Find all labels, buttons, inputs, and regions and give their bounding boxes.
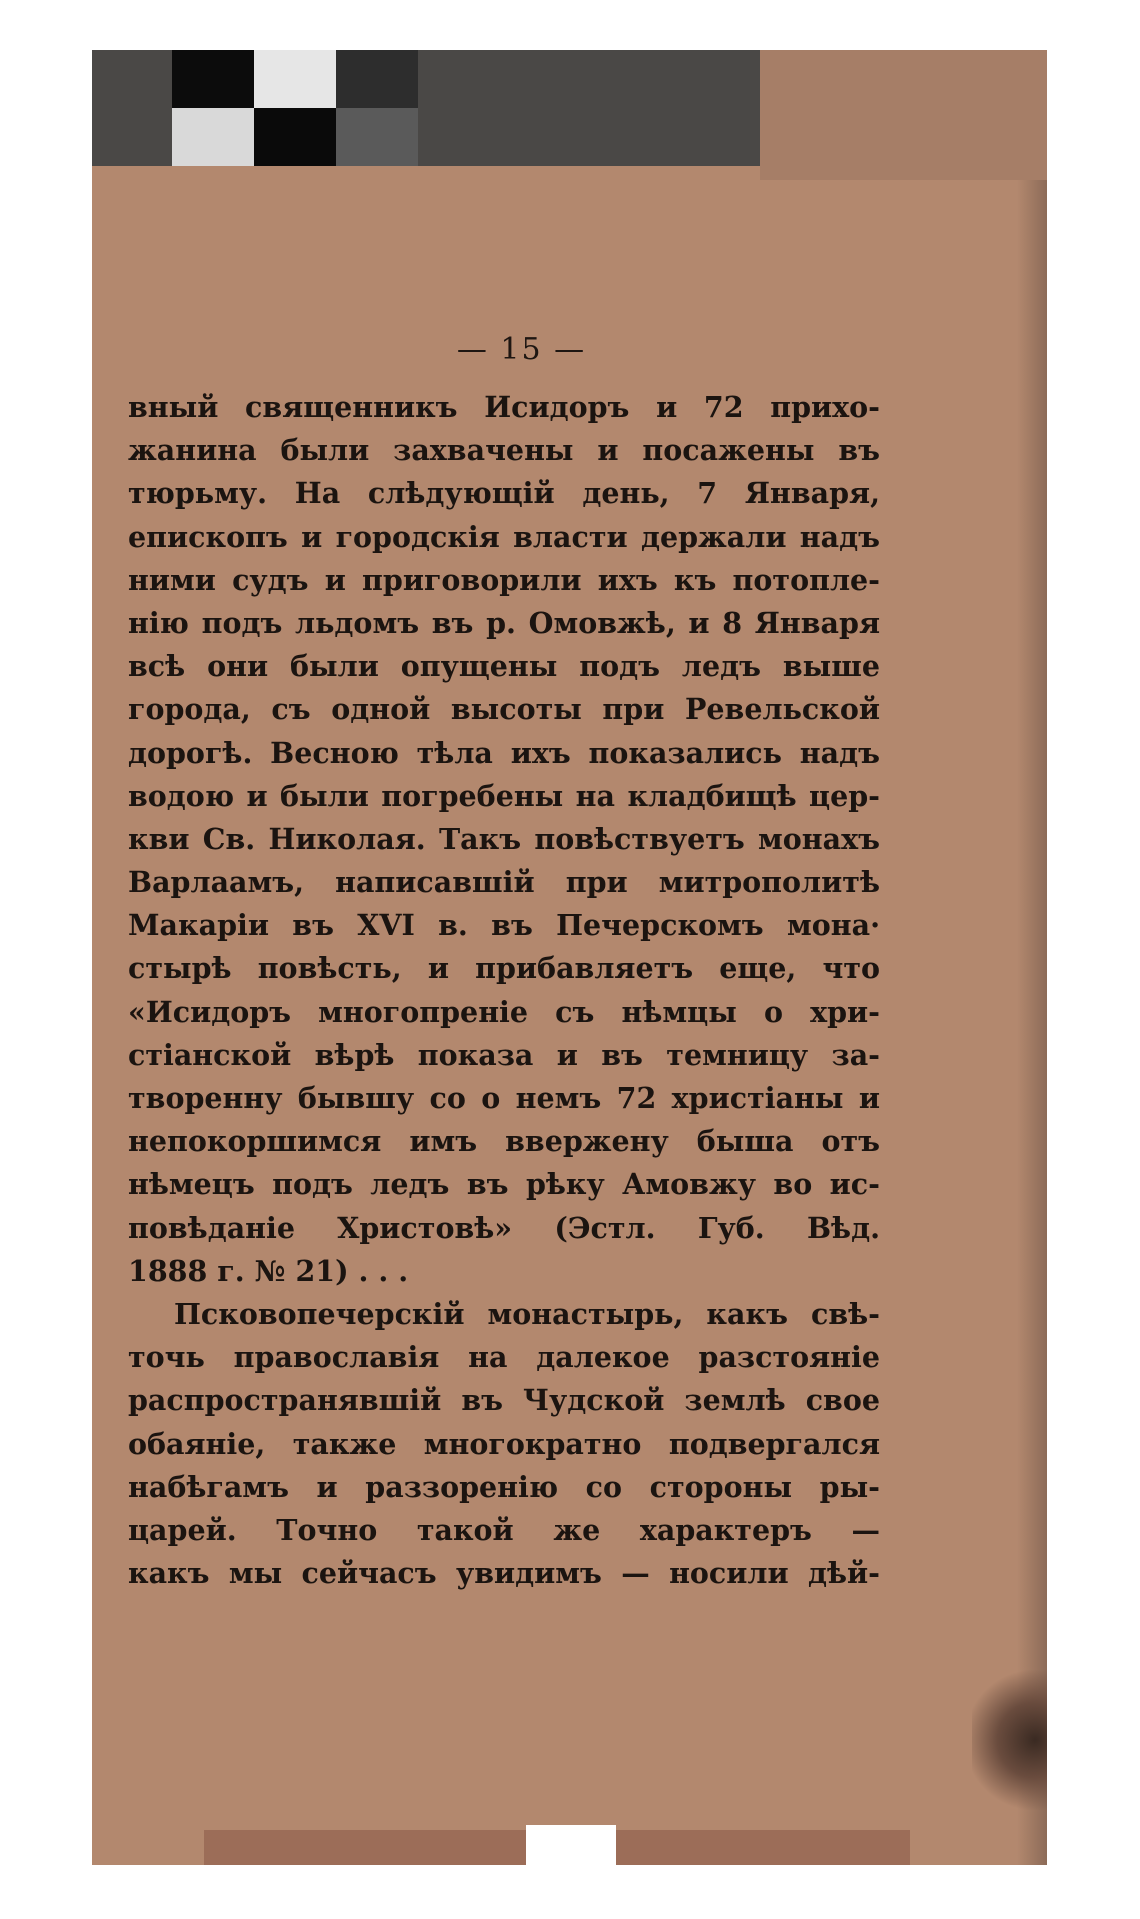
text-line: епископъ и городскія власти держали надъ bbox=[128, 519, 880, 554]
text-line: нѣмецъ подъ ледъ въ рѣку Амовжу во ис- bbox=[128, 1167, 880, 1202]
text-line: царей. Точно такой же характеръ — bbox=[128, 1512, 880, 1547]
text-line: 1888 г. № 21) . . . bbox=[128, 1253, 409, 1288]
text-line: нію подъ льдомъ въ р. Омовжѣ, и 8 Января bbox=[128, 605, 880, 640]
text-line: распространявшій въ Чудской землѣ свое bbox=[128, 1383, 880, 1418]
text-line: Макаріи въ XVI в. въ Печерскомъ мона· bbox=[128, 908, 880, 943]
text-line: стіанской вѣрѣ показа и въ темницу за- bbox=[128, 1037, 880, 1072]
color-target-square bbox=[254, 50, 336, 108]
page-right-edge bbox=[1017, 180, 1047, 1865]
text-line: вный священникъ Исидоръ и 72 прихо- bbox=[128, 390, 880, 424]
text-line: всѣ они были опущены подъ ледъ выше bbox=[128, 649, 880, 684]
text-line: «Исидоръ многопреніе съ нѣмцы о хри- bbox=[128, 994, 880, 1029]
text-line: повѣданіе Христовѣ» (Эстл. Губ. Вѣд. bbox=[128, 1210, 880, 1245]
text-line: творенну бывшу со о немъ 72 христіаны и bbox=[128, 1081, 880, 1115]
color-target-square bbox=[254, 108, 336, 166]
text-line: ними судъ и приговорили ихъ къ потопле- bbox=[128, 562, 880, 597]
scanned-page bbox=[92, 50, 1047, 1865]
color-target-square bbox=[336, 50, 418, 108]
text-line: дорогѣ. Весною тѣла ихъ показались надъ bbox=[128, 735, 880, 770]
text-line: водою и были погребены на кладбищѣ цер- bbox=[128, 778, 880, 813]
text-line: тюрьму. На слѣдующій день, 7 Января, bbox=[128, 476, 880, 511]
color-target-square bbox=[172, 50, 254, 108]
text-line: какъ мы сейчасъ увидимъ — носили дѣй- bbox=[128, 1556, 880, 1591]
text-line: точь православія на далекое разстояніе bbox=[128, 1340, 880, 1375]
text-line: Варлаамъ, написавшій при митрополитѣ bbox=[128, 865, 880, 900]
page-corner bbox=[760, 50, 1047, 180]
text-line: кви Св. Николая. Такъ повѣствуетъ монахъ bbox=[128, 821, 880, 856]
text-line: обаяніе, также многократно подвергался bbox=[128, 1426, 880, 1461]
text-line: набѣгамъ и раззоренію со стороны ры- bbox=[128, 1469, 880, 1504]
text-line: города, съ одной высоты при Ревельской bbox=[128, 692, 880, 727]
text-line: Псковопечерскій монастырь, какъ свѣ- bbox=[174, 1296, 880, 1331]
color-target-square bbox=[172, 108, 254, 166]
page-number: — 15 — bbox=[456, 332, 587, 367]
body-text bbox=[128, 386, 880, 1595]
text-line: непокоршимся имъ ввержену быша отъ bbox=[128, 1124, 880, 1159]
text-line: стырѣ повѣсть, и прибавляетъ еще, что bbox=[128, 951, 880, 986]
scan-shadow bbox=[972, 1670, 1047, 1810]
color-target-square bbox=[336, 108, 418, 166]
text-line: жанина были захвачены и посажены въ bbox=[128, 433, 880, 468]
bottom-gap bbox=[526, 1825, 616, 1865]
